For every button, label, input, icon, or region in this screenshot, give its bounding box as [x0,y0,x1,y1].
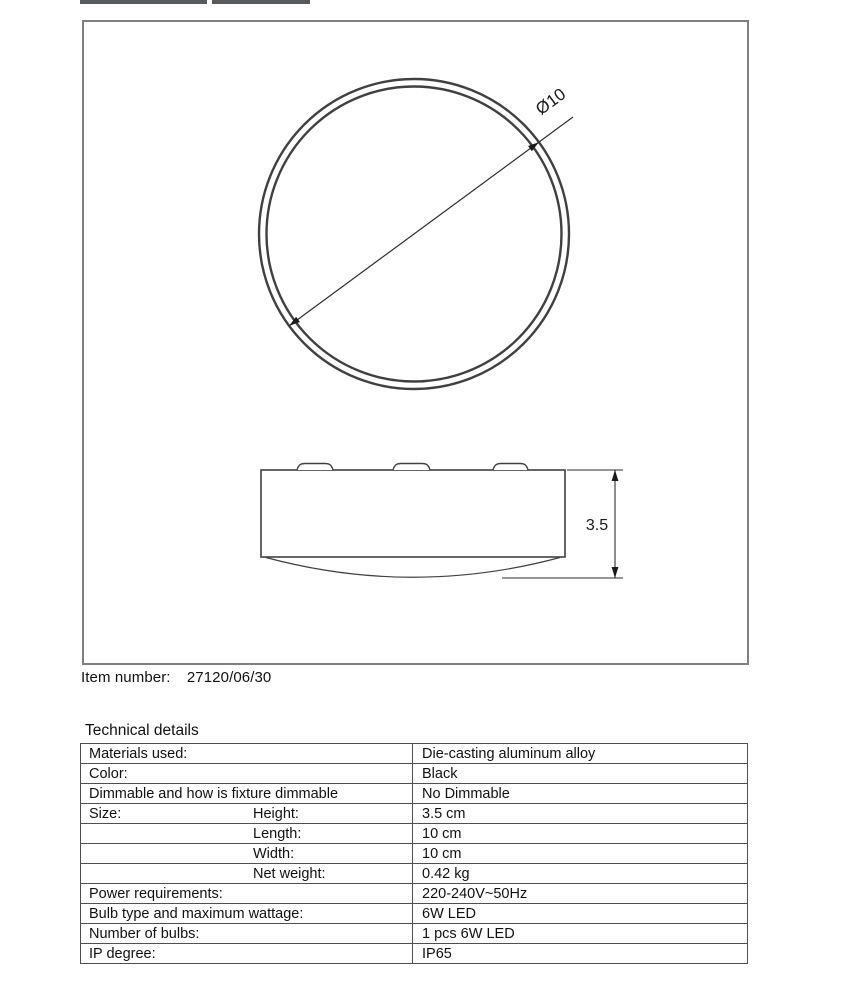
spec-value: No Dimmable [413,784,748,804]
spec-value: 3.5 cm [413,804,748,824]
mounting-tab-3 [493,464,528,471]
spec-label: Power requirements: [89,885,223,902]
table-row [81,884,748,904]
spec-label: IP degree: [89,945,156,962]
spec-value: 10 cm [413,824,748,844]
spec-value: 1 pcs 6W LED [413,924,748,944]
technical-drawing-frame [82,20,749,665]
spec-value: 220-240V~50Hz [413,884,748,904]
spec-sub-label: Net weight: [253,865,326,882]
table-row [81,824,748,844]
table-row [81,844,748,864]
spec-value: 0.42 kg [413,864,748,884]
table-row [81,864,748,884]
spec-label: Size: [89,805,122,822]
spec-sub-label: Width: [253,845,295,862]
height-dimension-label: 3.5 [585,517,609,534]
spec-sub-label: Length: [253,825,302,842]
technical-details-heading: Technical details [85,722,199,739]
arrowhead-top-icon [612,470,619,481]
diameter-dimension-label: Ø10 [532,84,570,119]
spec-sub-label: Height: [253,805,299,822]
top-edge-mark-2 [212,0,310,4]
spec-value: Black [413,764,748,784]
item-number-label: Item number: [81,669,171,686]
table-row [81,804,748,824]
top-edge-mark-1 [80,0,207,4]
table-row [81,764,748,784]
spec-value: IP65 [413,944,748,964]
mounting-tab-2 [393,464,430,471]
technical-details-table [80,743,748,964]
item-number-value: 27120/06/30 [186,669,272,686]
diameter-dimension [289,84,573,326]
table-row [81,744,748,764]
table-row [81,904,748,924]
item-number-line [81,669,271,686]
spec-label: Dimmable and how is fixture dimmable [89,785,339,802]
arrowhead-bottom-icon [612,567,619,578]
side-view-body [261,470,565,557]
table-row [81,784,748,804]
technical-drawing [84,22,747,663]
spec-value: 10 cm [413,844,748,864]
diffuser-arc [266,558,560,578]
side-view [261,464,565,578]
table-row [81,924,748,944]
spec-label: Bulb type and maximum wattage: [89,905,304,922]
mounting-tab-1 [297,464,333,471]
spec-label: Materials used: [89,745,188,762]
spec-value: 6W LED [413,904,748,924]
spec-label: Number of bulbs: [89,925,200,942]
table-row [81,944,748,964]
spec-value: Die-casting aluminum alloy [413,744,748,764]
spec-label: Color: [89,765,128,782]
